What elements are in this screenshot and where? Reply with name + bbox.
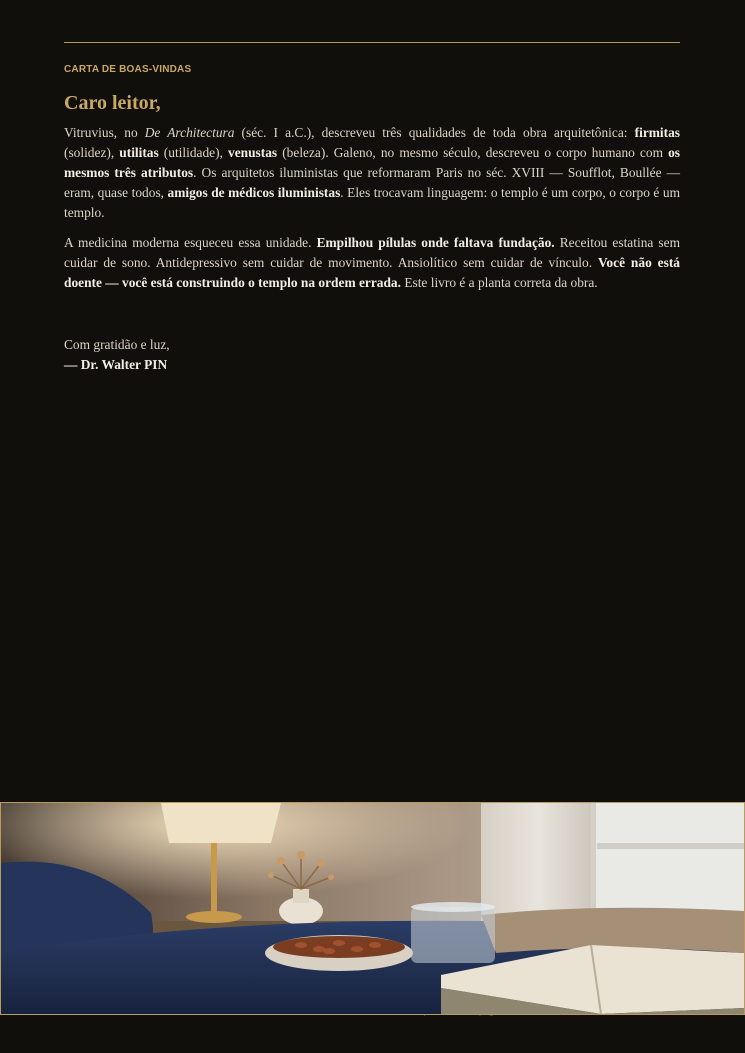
bedside-photo [0,802,745,1015]
closing-line: Com gratidão e luz, [64,337,170,352]
text-run: . Eles trocavam linguagem: o templo é um corpo, o corpo é um templo. [64,185,680,220]
bold-term: firmitas [634,125,681,140]
text-run: (solidez), [64,145,120,160]
section-label: CARTA DE BOAS-VINDAS [64,64,192,75]
text-run: . Os arquitetos iluministas que reformaram Paris no séc. XVIII — Soufflot, Boullée — eram, quase todos, [64,165,680,200]
text-run: Este livro é a planta correta da obra. [400,275,598,290]
book-title-italic: De Architectura [144,125,235,140]
bold-term: venustas [228,145,278,160]
paragraph-1 [64,123,680,223]
text-run: (utilidade), [158,145,229,160]
paragraph-2 [64,233,680,293]
text-run: Vitruvius, no [64,125,145,140]
letter-body [64,123,680,303]
text-run: (séc. I a.C.), descreveu três qualidades de toda obra arquitetônica: [234,125,635,140]
bold-phrase: Você não está doente — você está construindo o templo na ordem errada. [64,255,680,290]
text-run: Receitou estatina sem cuidar de sono. Antidepressivo sem cuidar de movimento. Ansiolítico sem cuidar de vínculo. [64,235,680,270]
bold-phrase: amigos de médicos iluministas [167,185,341,200]
bold-term: utilitas [119,145,159,160]
author-signature: — Dr. Walter PIN [64,357,168,372]
signoff [64,335,170,375]
bold-phrase: Empilhou pílulas onde faltava fundação. [316,235,555,250]
top-rule [64,42,680,43]
text-run: (beleza). Galeno, no mesmo século, descreveu o corpo humano com [277,145,669,160]
greeting-heading: Caro leitor, [64,92,161,114]
bold-phrase: os mesmos três atributos [64,145,680,180]
text-run: A medicina moderna esqueceu essa unidade. [64,235,317,250]
